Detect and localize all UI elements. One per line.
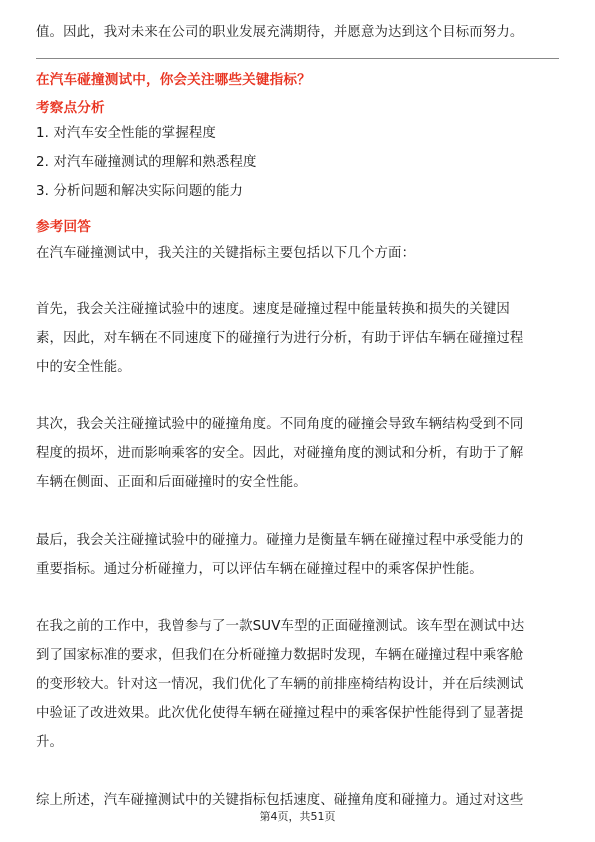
answer-paragraph-line: 程度的损坏，进而影响乘客的安全。因此，对碰撞角度的测试和分析，有助于了解 (36, 446, 524, 461)
answer-paragraph-line: 最后，我会关注碰撞试验中的碰撞力。碰撞力是衡量车辆在碰撞过程中承受能力的 (36, 533, 524, 548)
answer-paragraph-line: 在我之前的工作中，我曾参与了一款SUV车型的正面碰撞测试。该车型在测试中达 (36, 619, 525, 634)
answer-paragraph-line: 首先，我会关注碰撞试验中的速度。速度是碰撞过程中能量转换和损失的关键因 (36, 302, 510, 317)
answer-paragraph-line: 其次，我会关注碰撞试验中的碰撞角度。不同角度的碰撞会导致车辆结构受到不同 (36, 417, 524, 432)
answer-paragraph-line: 升。 (36, 735, 64, 750)
question-heading: 在汽车碰撞测试中，你会关注哪些关键指标？ (36, 72, 311, 88)
analysis-heading: 考察点分析 (36, 100, 105, 116)
answer-paragraph-line: 重要指标。通过分析碰撞力，可以评估车辆在碰撞过程中的乘客保护性能。 (36, 562, 483, 577)
answer-paragraph-line: 综上所述，汽车碰撞测试中的关键指标包括速度、碰撞角度和碰撞力。通过对这些 (36, 793, 524, 808)
answer-paragraph-line: 车辆在侧面、正面和后面碰撞时的安全性能。 (36, 475, 307, 490)
page-number-footer: 第4页，共51页 (259, 810, 336, 823)
answer-paragraph-line: 的变形较大。针对这一情况，我们优化了车辆的前排座椅结构设计，并在后续测试 (36, 677, 524, 692)
answer-paragraph-line: 中验证了改进效果。此次优化使得车辆在碰撞过程中的乘客保护性能得到了显著提 (36, 706, 524, 721)
answer-paragraph-line: 到了国家标准的要求，但我们在分析碰撞力数据时发现，车辆在碰撞过程中乘客舱 (36, 648, 524, 663)
intro-tail-text: 值。因此，我对未来在公司的职业发展充满期待，并愿意为达到这个目标而努力。 (36, 25, 524, 40)
analysis-point: 2. 对汽车碰撞测试的理解和熟悉程度 (36, 155, 257, 170)
answer-paragraph-line: 素，因此，对车辆在不同速度下的碰撞行为进行分析，有助于评估车辆在碰撞过程 (36, 331, 524, 346)
answer-paragraph-line: 在汽车碰撞测试中，我关注的关键指标主要包括以下几个方面： (36, 246, 416, 261)
analysis-point: 3. 分析问题和解决实际问题的能力 (36, 184, 244, 199)
answer-heading: 参考回答 (36, 219, 91, 235)
section-divider (36, 58, 559, 59)
analysis-point: 1. 对汽车安全性能的掌握程度 (36, 126, 216, 141)
answer-paragraph-line: 中的安全性能。 (36, 360, 131, 375)
